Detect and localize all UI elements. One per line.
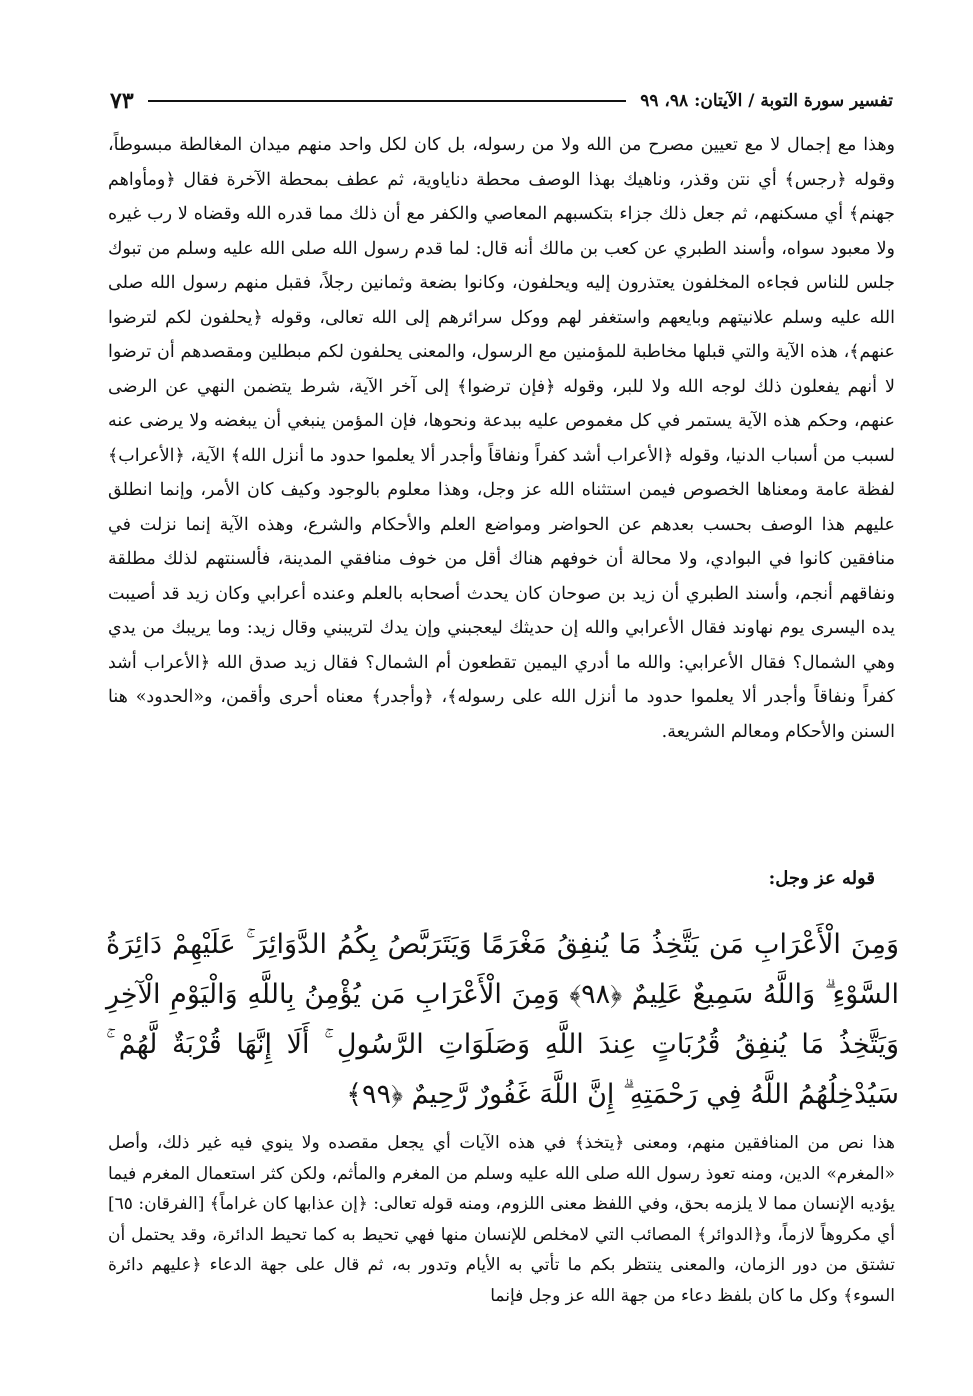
tafsir-paragraph-1: وهذا مع إجمال لا مع تعيين مصرح من الله ولا من رسوله، بل كان لكل واحد منهم ميدان المغالطة مبسوطاً، وقوله ﴿رجس﴾ أي نتن وقذر، وناهيك بهذا الوصف محطة دناياوية، ثم عطف بمحطة الآخرة فقال ﴿ومأواهم جهنم﴾ أي مسكنهم، ثم جعل ذلك جزاء بتكسبهم المعاصي والكفر مع أن ذلك مما قدره الله وقضاه لا رب غيره ولا معبود سواه، وأسند الطبري عن كعب بن مالك أنه قال: لما قدم رسول الله صلى الله عليه وسلم من تبوك جلس للناس فجاءه المخلفون يعتذرون إليه ويحلفون، وكانوا بضعة وثمانين رجلاً، فقبل منهم رسول الله صلى الله عليه وسلم علانيتهم وبايعهم واستغفر لهم ووكل سرائرهم إلى الله تعالى، وقوله ﴿يحلفون لكم لترضوا عنهم﴾، هذه الآية والتي قبلها مخاطبة للمؤمنين مع الرسول، والمعنى يحلفون لكم مبطلين ومقصدهم أن ترضوا لا أنهم يفعلون ذلك لوجه الله ولا للبر، وقوله ﴿فإن ترضوا﴾ إلى آخر الآية، شرط يتضمن النهي عن الرضى عنهم، وحكم هذه الآية يستمر في كل مغموص عليه ببدعة ونحوها، فإن المؤمن ينبغي أن يبغضه ولا يرضى عنه لسبب من أسباب الدنيا، وقوله ﴿الأعراب أشد كفراً ونفاقاً وأجدر ألا يعلموا حدود ما أنزل الله﴾ الآية، ﴿الأعراب﴾ لفظة عامة ومعناها الخصوص فيمن استثناه الله عز وجل، وهذا معلوم بالوجود وكيف كان الأمر، وإنما انطلق عليهم هذا الوصف بحسب بعدهم عن الحواضر ومواضع العلم والأحكام والشرع، وهذه الآية إنما نزلت في منافقين كانوا في البوادي، ولا محالة أن خوفهم هناك أقل من خوف منافقي المدينة، فألسنتهم لذلك مطلقة ونفاقهم أنجم، وأسند الطبري أن زيد بن صوحان كان يحدث أصحابه بالعلم وعنده أعرابي وكان زيد قد أصيبت يده اليسرى يوم نهاوند فقال الأعرابي والله إن حديثك ليعجبني وإن يدك لتريبني وقال زيد: وما يريبك من يدي وهي الشمال؟ فقال الأعرابي: والله ما أدري اليمين تقطعون أم الشمال؟ فقال زيد صدق الله ﴿الأعراب أشد كفراً ونفاقاً وأجدر ألا يعلموا حدود ما أنزل الله على رسوله﴾، ﴿وأجدر﴾ معناه أحرى وأقمن، و«الحدود» هنا السنن والأحكام ومعالم الشريعة.	[108, 135, 895, 742]
running-title: تفسير سورة التوبة / الآيتان: ٩٨، ٩٩	[640, 91, 893, 111]
tafsir-block-1	[108, 128, 895, 749]
page-number: ٧٣	[110, 88, 134, 114]
tafsir-paragraph-2: هذا نص من المنافقين منهم، ومعنى ﴿يتخذ﴾ في هذه الآيات أي يجعل مقصده ولا ينوي فيه غير ذلك، وأصل «المغرم» الدين، ومنه تعوذ رسول الله صلى الله عليه وسلم من المغرم والمأثم، ولكن كثر استعمال المغرم فيما يؤديه الإنسان مما لا يلزمه بحق، وفي اللفظ معنى اللزوم، ومنه قوله تعالى: ﴿إن عذابها كان غراماً﴾ [الفرقان: ٦٥] أي مكروهاً لازماً، و﴿الدوائر﴾ المصائب التي لامخلص للإنسان منها فهي تحيط به كما تحيط الدائرة، وقد يحتمل أن تشتق من دور الزمان، والمعنى ينتظر بكم ما تأتي به الأيام وتدور به، ثم قال على جهة الدعاء ﴿عليهم دائرة السوء﴾ وكل ما كان بلفظ دعاء من جهة الله عز وجل فإنما	[108, 1133, 895, 1306]
page-header	[110, 84, 893, 118]
quran-verses: وَمِنَ الْأَعْرَابِ مَن يَتَّخِذُ مَا يُنفِقُ مَغْرَمًا وَيَتَرَبَّصُ بِكُمُ الدَّوَائِرَ ۚ عَلَيْهِمْ دَائِرَةُ السَّوْءِ ۗ وَاللَّهُ سَمِيعٌ عَلِيمٌ ﴿٩٨﴾ وَمِنَ الْأَعْرَابِ مَن يُؤْمِنُ بِاللَّهِ وَالْيَوْمِ الْآخِرِ وَيَتَّخِذُ مَا يُنفِقُ قُرُبَاتٍ عِندَ اللَّهِ وَصَلَوَاتِ الرَّسُولِ ۚ أَلَا إِنَّهَا قُرْبَةٌ لَّهُمْ ۚ سَيُدْخِلُهُمُ اللَّهُ فِي رَحْمَتِهِ ۗ إِنَّ اللَّهَ غَفُورٌ رَّحِيمٌ ﴿٩٩﴾	[106, 929, 899, 1110]
header-rule	[148, 100, 627, 102]
tafsir-block-2	[108, 1128, 895, 1311]
verse-intro: قوله عز وجل:	[768, 868, 875, 889]
